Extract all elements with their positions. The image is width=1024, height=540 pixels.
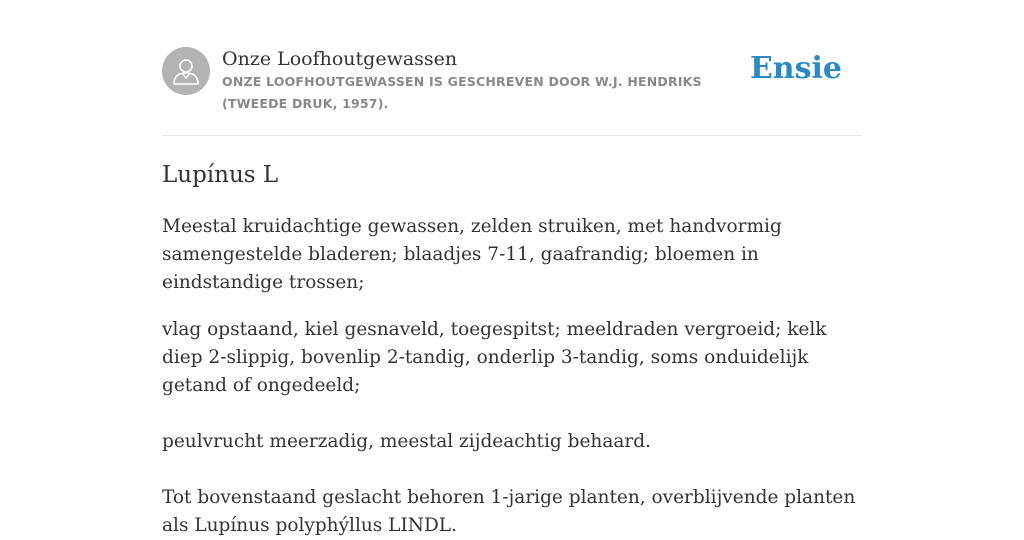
entry-content <box>162 157 862 540</box>
entry-paragraph: vlag opstaand, kiel gesnaveld, toegespitst; meeldraden vergroeid; kelk diep 2-slippig, bovenlip 2-tandig, onderlip 3-tandig, soms onduidelijk getand of ongedeeld; <box>162 319 827 396</box>
entry-title: Lupínus L <box>162 162 279 188</box>
header-divider <box>162 135 862 136</box>
entry-paragraph: Meestal kruidachtige gewassen, zelden struiken, met handvormig samengestelde bladeren; blaadjes 7-11, gaafrandig; bloemen in eindstandige trossen; <box>162 216 782 293</box>
entry-paragraph: Tot bovenstaand geslacht behoren 1-jarige planten, overblijvende planten als Lupínus polyphýllus LINDL. <box>162 487 856 536</box>
book-title[interactable]: Onze Loofhoutgewassen <box>222 48 458 70</box>
user-silhouette-icon <box>172 56 200 86</box>
avatar[interactable] <box>162 47 210 95</box>
entry-paragraph: peulvrucht meerzadig, meestal zijdeachtig behaard. <box>162 431 651 452</box>
brand-logo[interactable]: Ensie <box>749 51 842 86</box>
page-header <box>162 47 862 135</box>
book-description: ONZE LOOFHOUTGEWASSEN IS GESCHREVEN DOOR W.J. HENDRIKS (TWEEDE DRUK, 1957). <box>222 74 702 111</box>
